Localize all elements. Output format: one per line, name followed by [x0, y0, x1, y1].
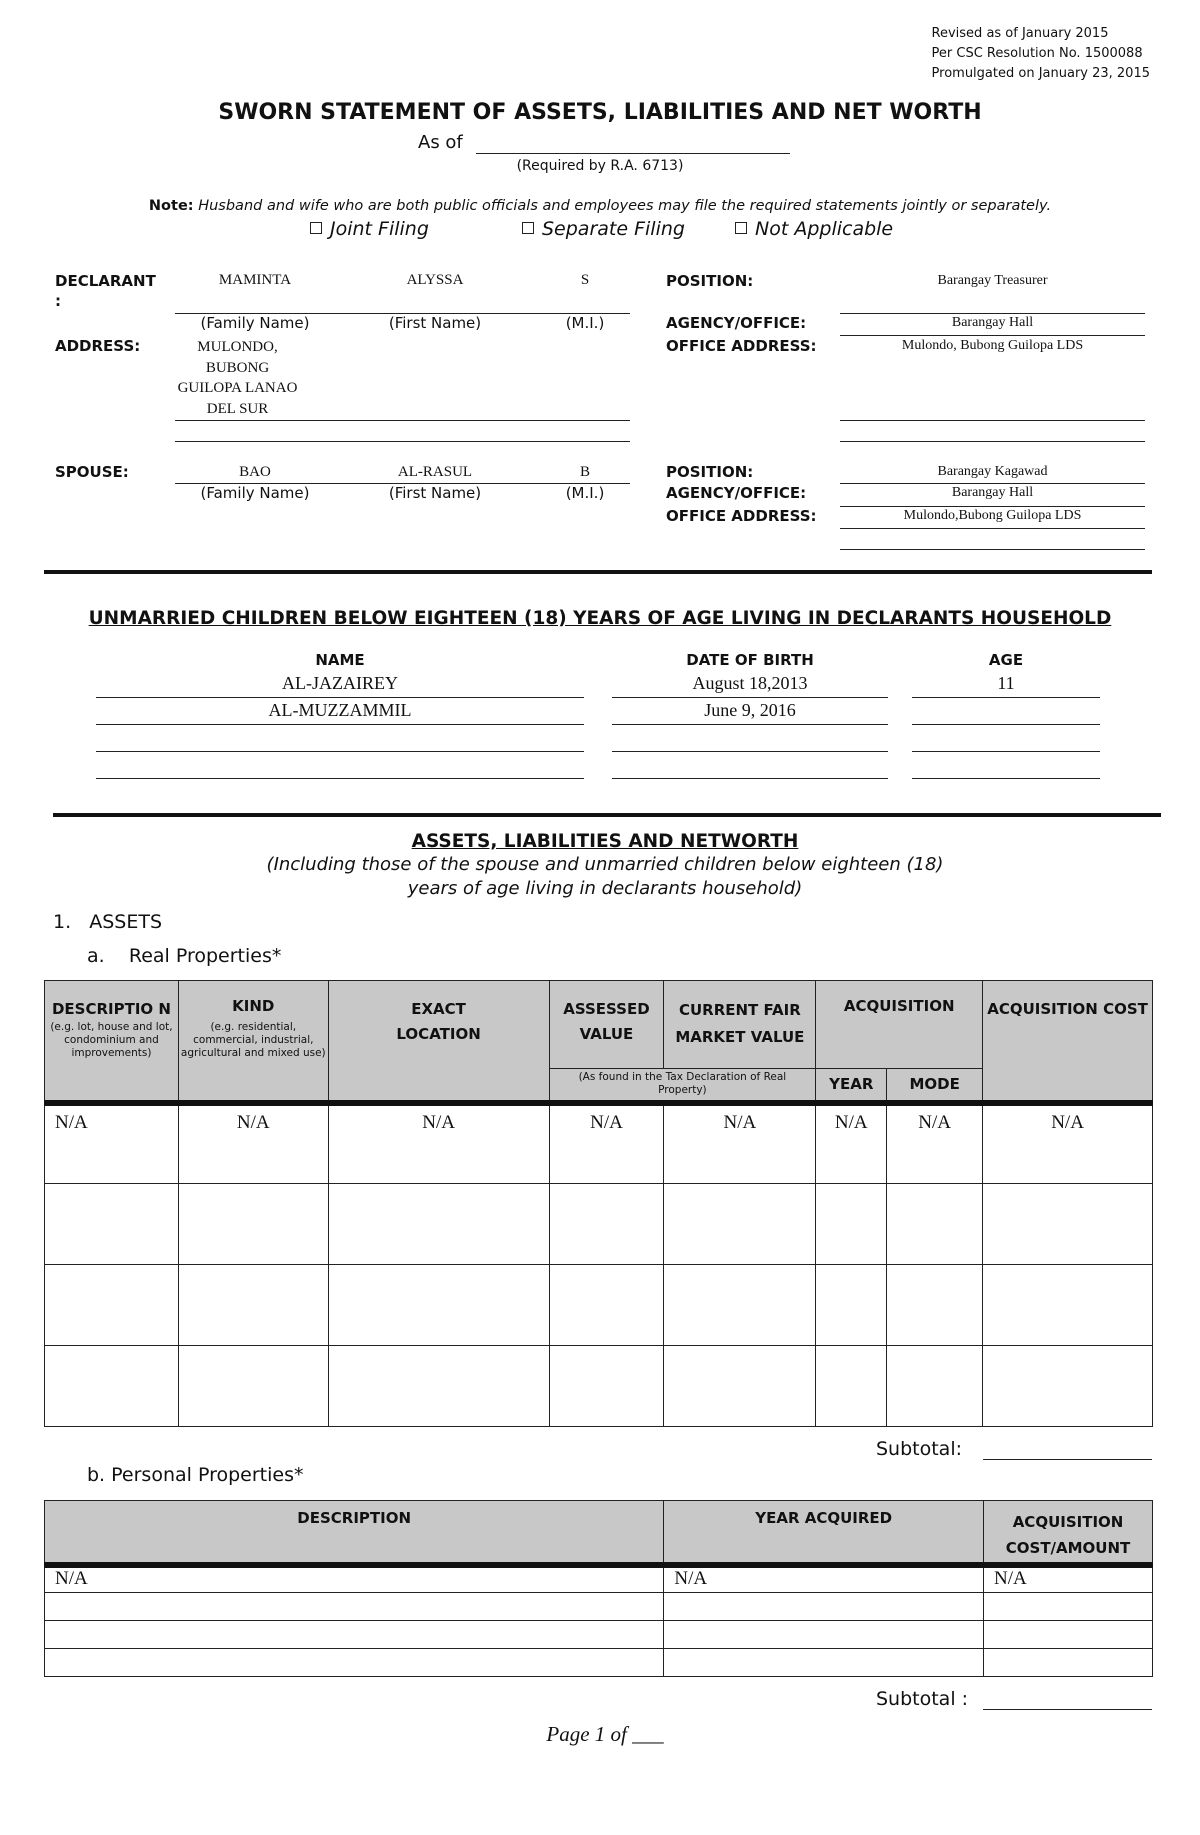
child-line [96, 778, 584, 779]
not-applicable-label: Not Applicable [755, 218, 894, 240]
real-properties-table [44, 980, 1153, 1427]
col-fair-market: CURRENT FAIR MARKET VALUE [664, 981, 816, 1069]
assets-subheading-2: years of age living in declarants household) [407, 878, 803, 899]
child-line [612, 751, 888, 752]
real-subtotal-label: Subtotal: [876, 1438, 963, 1460]
child-2-dob: June 9, 2016 [704, 700, 796, 720]
child-line [612, 724, 888, 725]
child-1-age: 11 [997, 673, 1015, 693]
personal-properties-table [44, 1500, 1153, 1677]
tax-declaration-note [549, 1069, 816, 1103]
note-label: Note: [148, 198, 194, 214]
table-cell: N/A [984, 1565, 1153, 1593]
page-title: SWORN STATEMENT OF ASSETS, LIABILITIES AND NET WORTH [218, 100, 982, 125]
declarant-family-name: MAMINTA [218, 272, 292, 288]
col-year-acquired: YEAR ACQUIRED [664, 1501, 984, 1565]
spouse-office-line-2 [840, 549, 1145, 550]
address-line-3: GUILOPA LANAO [177, 380, 298, 396]
table-cell: N/A [816, 1103, 887, 1184]
spouse-position-line [840, 483, 1145, 484]
address-line-4: DEL SUR [206, 400, 269, 417]
table-row [45, 1184, 1153, 1265]
col-description-note: (e.g. lot, house and lot, condominium and improvements) [50, 1021, 173, 1059]
checkbox-icon[interactable] [735, 222, 747, 234]
child-line [96, 697, 584, 698]
page-footer: Page 1 of ___ [546, 1722, 664, 1746]
address-line-extra [175, 441, 630, 442]
office-address-line-2 [840, 441, 1145, 442]
table-cell: N/A [664, 1565, 984, 1593]
child-1-name: AL-JAZAIREY [282, 673, 398, 693]
position-label: POSITION: [666, 272, 754, 290]
child-line [912, 778, 1100, 779]
declarant-colon: : [55, 292, 61, 310]
spouse-mi-caption: (M.I.) [565, 484, 605, 502]
col-kind-note: (e.g. residential, commercial, industrial, agricultural and mixed use) [180, 1021, 326, 1059]
as-of-label: As of [418, 132, 463, 153]
not-applicable-option[interactable] [735, 218, 893, 240]
declarant-mi: S [580, 272, 590, 288]
table-row [45, 1265, 1153, 1346]
section-divider [44, 570, 1152, 574]
address-line-1: MULONDO, [197, 339, 278, 355]
col-description-label: DESCRIPTIO N [51, 1000, 171, 1018]
table-cell: N/A [178, 1103, 328, 1184]
col-kind [178, 981, 328, 1103]
declarant-agency: Barangay Hall [951, 315, 1034, 330]
spouse-family-name: BAO [239, 464, 271, 480]
personal-subtotal-field[interactable] [983, 1709, 1152, 1710]
personal-properties-label: b. Personal Properties* [87, 1464, 304, 1486]
spouse-position-label: POSITION: [666, 463, 754, 481]
table-cell: N/A [887, 1103, 983, 1184]
filing-note [0, 198, 1200, 214]
note-text: Husband and wife who are both public officials and employees may file the required statements jointly or separately. [198, 198, 1052, 214]
col-acquisition-cost: ACQUISITION COST [983, 981, 1153, 1103]
spouse-agency-line [840, 506, 1145, 507]
spouse-mi: B [579, 464, 590, 480]
child-line [612, 697, 888, 698]
table-cell: N/A [983, 1103, 1153, 1184]
table-cell: N/A [45, 1565, 664, 1593]
table-row [45, 1593, 1153, 1621]
real-subtotal-field[interactable] [983, 1459, 1152, 1460]
as-of-field[interactable] [476, 153, 790, 154]
spouse-label: SPOUSE: [55, 463, 129, 481]
declarant-office-address: Mulondo, Bubong Guilopa LDS [901, 338, 1084, 353]
revision-line-1: Revised as of January 2015 [931, 26, 1109, 41]
child-2-name: AL-MUZZAMMIL [268, 700, 412, 720]
agency-label: AGENCY/OFFICE: [666, 314, 807, 332]
table-cell: N/A [45, 1103, 179, 1184]
separate-filing-option[interactable] [522, 218, 685, 240]
revision-note [932, 24, 1150, 84]
address-line-2: BUBONG [205, 359, 270, 376]
revision-line-2: Per CSC Resolution No. 1500088 [931, 46, 1143, 61]
children-dob-header: DATE OF BIRTH [686, 651, 814, 669]
office-address-line [840, 420, 1145, 421]
spouse-agency: Barangay Hall [951, 485, 1034, 500]
spouse-first-caption: (First Name) [388, 484, 482, 502]
table-cell: N/A [328, 1103, 549, 1184]
col-location: EXACT LOCATION [328, 981, 549, 1103]
col-description [45, 981, 179, 1103]
col-assessed: ASSESSED VALUE [549, 981, 664, 1069]
spouse-first-name: AL-RASUL [397, 464, 473, 480]
office-address-label: OFFICE ADDRESS: [666, 337, 817, 355]
spouse-office-address: Mulondo,Bubong Guilopa LDS [903, 508, 1082, 523]
col-acquisition: ACQUISITION [816, 981, 983, 1069]
address-line [175, 420, 630, 421]
position-line [840, 313, 1145, 314]
tax-declaration-note-text: (As found in the Tax Declaration of Real Property) [578, 1071, 787, 1097]
child-line [912, 724, 1100, 725]
mi-caption: (M.I.) [565, 314, 605, 332]
table-row [45, 1621, 1153, 1649]
declarant-address [175, 337, 300, 419]
assets-heading: ASSETS, LIABILITIES AND NETWORTH [411, 831, 799, 852]
table-cell: N/A [664, 1103, 816, 1184]
children-heading: UNMARRIED CHILDREN BELOW EIGHTEEN (18) YEARS OF AGE LIVING IN DECLARANTS HOUSEHOLD [88, 608, 1112, 629]
spouse-family-caption: (Family Name) [200, 484, 310, 502]
col-personal-description: DESCRIPTION [45, 1501, 664, 1565]
declarant-first-name: ALYSSA [406, 272, 464, 288]
joint-filing-option[interactable] [310, 218, 429, 240]
col-mode: MODE [887, 1069, 983, 1103]
child-line [96, 724, 584, 725]
required-by: (Required by R.A. 6713) [516, 158, 684, 174]
first-name-caption: (First Name) [388, 314, 482, 332]
assets-subheading-1: (Including those of the spouse and unmarried children below eighteen (18) [266, 854, 944, 875]
children-name-header: NAME [315, 651, 365, 669]
table-row [45, 1103, 1153, 1184]
real-properties-label: a. Real Properties* [87, 945, 282, 967]
declarant-label: DECLARANT [55, 272, 156, 290]
checkbox-icon[interactable] [522, 222, 534, 234]
child-1-dob: August 18,2013 [692, 673, 808, 693]
separate-filing-label: Separate Filing [542, 218, 685, 240]
family-name-caption: (Family Name) [200, 314, 310, 332]
col-acquisition-amount: ACQUISITION COST/AMOUNT [984, 1501, 1153, 1565]
assets-label: 1. ASSETS [53, 911, 163, 933]
address-label: ADDRESS: [55, 337, 141, 355]
joint-filing-label: Joint Filing [330, 218, 429, 240]
declarant-position: Barangay Treasurer [937, 273, 1048, 288]
agency-line [840, 335, 1145, 336]
child-line [912, 697, 1100, 698]
children-age-header: AGE [988, 651, 1024, 669]
child-line [96, 751, 584, 752]
col-year: YEAR [816, 1069, 887, 1103]
section-divider [53, 813, 1161, 817]
col-kind-label: KIND [232, 997, 275, 1015]
table-row [45, 1346, 1153, 1427]
table-row [45, 1649, 1153, 1677]
personal-subtotal-label: Subtotal : [876, 1688, 969, 1710]
table-row [45, 1565, 1153, 1593]
spouse-office-address-label: OFFICE ADDRESS: [666, 507, 817, 525]
table-cell: N/A [549, 1103, 664, 1184]
spouse-position: Barangay Kagawad [937, 464, 1048, 479]
checkbox-icon[interactable] [310, 222, 322, 234]
spouse-office-line [840, 528, 1145, 529]
child-line [612, 778, 888, 779]
spouse-agency-label: AGENCY/OFFICE: [666, 484, 807, 502]
child-line [912, 751, 1100, 752]
revision-line-3: Promulgated on January 23, 2015 [931, 66, 1150, 81]
